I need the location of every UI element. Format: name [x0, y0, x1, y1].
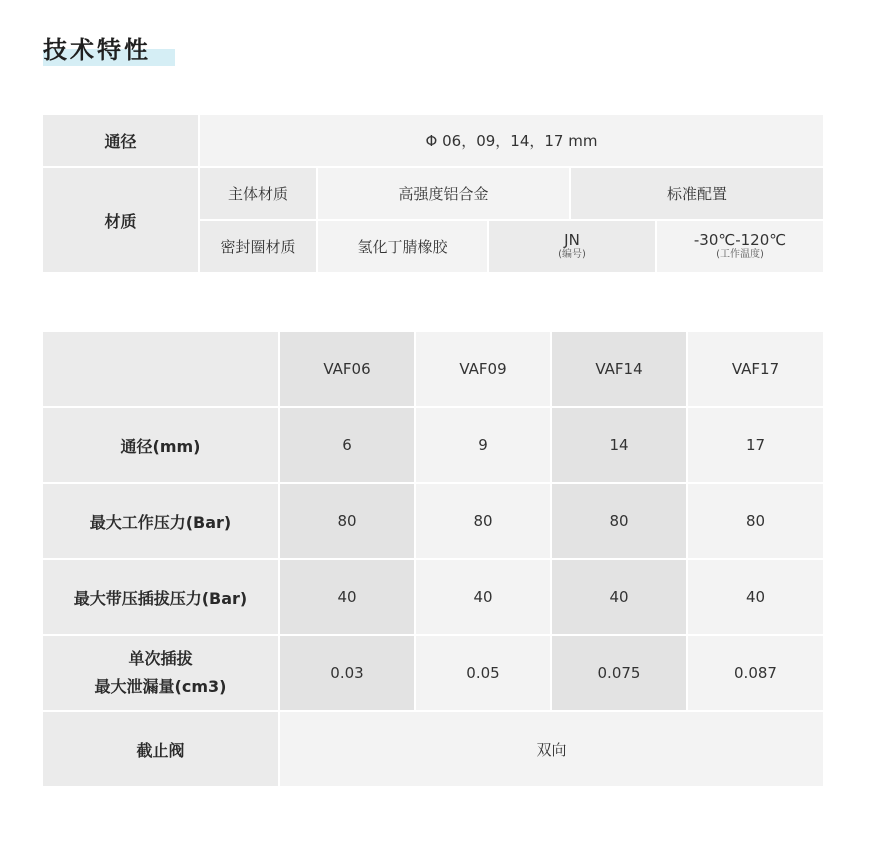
table-cell: 0.05 — [416, 636, 550, 710]
body-material-label: 主体材质 — [200, 168, 316, 219]
table-cell: 40 — [280, 560, 414, 634]
table-cell: 40 — [688, 560, 823, 634]
row-label: 通径(mm) — [43, 408, 278, 482]
seal-material-label: 密封圈材质 — [200, 221, 316, 272]
shutoff-value: 双向 — [280, 712, 823, 786]
seal-code: JN — [564, 231, 580, 250]
table-cell: 40 — [552, 560, 686, 634]
table-cell: 14 — [552, 408, 686, 482]
table-cell: 0.03 — [280, 636, 414, 710]
header-blank-cell — [43, 332, 278, 406]
seal-code-note: (编号) — [558, 249, 586, 261]
diameter-value: Φ 06，09，14，17 mm — [200, 115, 823, 166]
page-title: 技术特性 — [43, 36, 151, 64]
row-label-line: 单次插拔 — [128, 649, 193, 668]
seal-temp: -30℃-120℃ — [693, 231, 787, 250]
seal-temp-cell — [657, 221, 823, 272]
body-material-value: 高强度铝合金 — [318, 168, 569, 219]
row-label: 截止阀 — [43, 712, 278, 786]
seal-code-cell — [489, 221, 655, 272]
table-cell: 40 — [416, 560, 550, 634]
table-cell: 80 — [416, 484, 550, 558]
table-cell: 80 — [688, 484, 823, 558]
title-block — [43, 34, 151, 70]
table-cell: 6 — [280, 408, 414, 482]
material-label: 材质 — [43, 168, 198, 272]
row-label: 最大带压插拔压力(Bar) — [43, 560, 278, 634]
seal-material-value: 氢化丁腈橡胶 — [318, 221, 487, 272]
model-header: VAF17 — [688, 332, 823, 406]
table-cell: 0.087 — [688, 636, 823, 710]
table-cell: 9 — [416, 408, 550, 482]
row-label: 最大工作压力(Bar) — [43, 484, 278, 558]
table-cell: 80 — [280, 484, 414, 558]
model-header: VAF06 — [280, 332, 414, 406]
seal-temp-note: (工作温度) — [716, 249, 764, 261]
table-cell: 80 — [552, 484, 686, 558]
row-label-line: 最大泄漏量(cm3) — [94, 677, 227, 696]
row-label — [43, 636, 278, 710]
body-material-note: 标准配置 — [571, 168, 823, 219]
model-header: VAF09 — [416, 332, 550, 406]
table-cell: 0.075 — [552, 636, 686, 710]
diameter-label: 通径 — [43, 115, 198, 166]
model-header: VAF14 — [552, 332, 686, 406]
table-cell: 17 — [688, 408, 823, 482]
